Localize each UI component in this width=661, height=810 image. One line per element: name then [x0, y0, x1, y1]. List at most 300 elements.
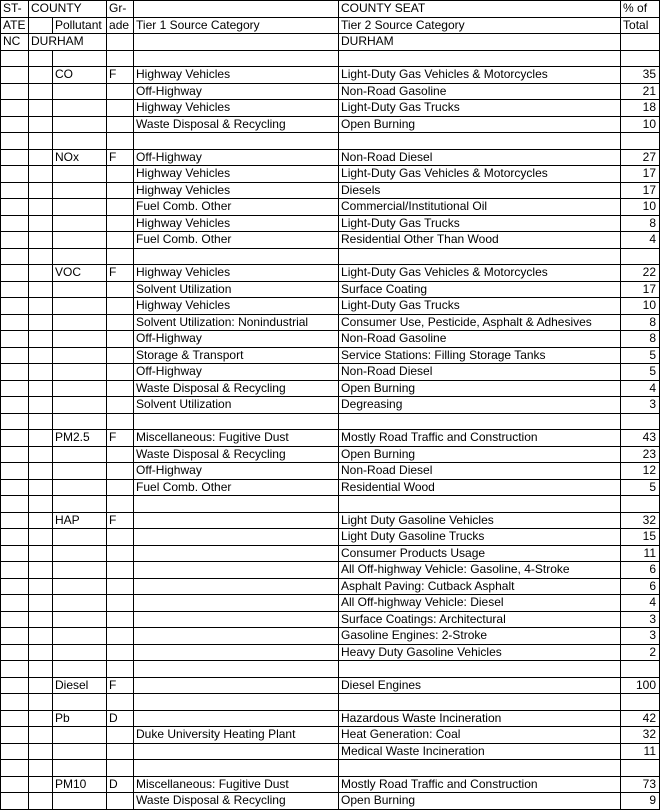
cell-state [1, 512, 29, 529]
cell-tier2: Non-Road Diesel [339, 364, 621, 381]
cell-state [1, 133, 29, 150]
cell-pollutant [53, 611, 107, 628]
cell-tier2: Non-Road Gasoline [339, 83, 621, 100]
cell-grade: F [107, 67, 134, 84]
cell-grade [107, 628, 134, 645]
cell-state [1, 446, 29, 463]
cell-tier1: Waste Disposal & Recycling [134, 116, 339, 133]
cell-grade [107, 694, 134, 711]
header-percent-line2: Total [621, 17, 660, 34]
location-blank-percent [621, 34, 660, 51]
cell-percent: 10 [621, 298, 660, 315]
cell-tier2 [339, 496, 621, 513]
header-empty [134, 1, 339, 18]
cell-pollutant: PM10 [53, 776, 107, 793]
table-row [1, 611, 660, 628]
cell-pollutant [53, 314, 107, 331]
header-tier2: Tier 2 Source Category [339, 17, 621, 34]
cell-county [29, 611, 53, 628]
cell-tier1: Off-Highway [134, 364, 339, 381]
cell-county [29, 397, 53, 414]
cell-state [1, 298, 29, 315]
cell-state [1, 83, 29, 100]
cell-pollutant [53, 628, 107, 645]
cell-pollutant [53, 215, 107, 232]
cell-percent: 18 [621, 100, 660, 117]
cell-tier2: Non-Road Diesel [339, 463, 621, 480]
cell-state [1, 727, 29, 744]
table-row [1, 793, 660, 810]
cell-county [29, 298, 53, 315]
cell-county [29, 67, 53, 84]
table-row [1, 83, 660, 100]
table-row [1, 232, 660, 249]
cell-pollutant: VOC [53, 265, 107, 282]
cell-pollutant [53, 793, 107, 810]
cell-county [29, 232, 53, 249]
cell-grade [107, 199, 134, 216]
cell-state [1, 430, 29, 447]
cell-percent: 15 [621, 529, 660, 546]
cell-tier1: Fuel Comb. Other [134, 479, 339, 496]
cell-state [1, 50, 29, 67]
cell-state [1, 67, 29, 84]
cell-tier2: Diesels [339, 182, 621, 199]
location-row [1, 34, 660, 51]
cell-tier2 [339, 50, 621, 67]
table-row [1, 743, 660, 760]
cell-percent [621, 50, 660, 67]
cell-pollutant [53, 727, 107, 744]
cell-county [29, 100, 53, 117]
table-row [1, 628, 660, 645]
cell-tier1 [134, 562, 339, 579]
header-state-line2: ATE [1, 17, 29, 34]
cell-grade: F [107, 677, 134, 694]
cell-tier1 [134, 496, 339, 513]
cell-percent: 10 [621, 116, 660, 133]
cell-grade [107, 380, 134, 397]
cell-tier1: Highway Vehicles [134, 67, 339, 84]
cell-tier1: Highway Vehicles [134, 166, 339, 183]
cell-tier2 [339, 248, 621, 265]
cell-pollutant [53, 100, 107, 117]
cell-tier2: Light-Duty Gas Trucks [339, 100, 621, 117]
cell-tier1 [134, 413, 339, 430]
cell-percent: 5 [621, 364, 660, 381]
cell-grade [107, 331, 134, 348]
cell-tier2: Light-Duty Gas Vehicles & Motorcycles [339, 166, 621, 183]
cell-county [29, 562, 53, 579]
cell-pollutant [53, 116, 107, 133]
location-state: NC [1, 34, 29, 51]
cell-county [29, 413, 53, 430]
location-blank-tier1 [134, 34, 339, 51]
table-row [1, 314, 660, 331]
cell-pollutant [53, 479, 107, 496]
cell-state [1, 397, 29, 414]
cell-state [1, 776, 29, 793]
cell-tier2: Service Stations: Filling Storage Tanks [339, 347, 621, 364]
cell-percent: 27 [621, 149, 660, 166]
cell-tier2: Gasoline Engines: 2-Stroke [339, 628, 621, 645]
cell-tier2 [339, 694, 621, 711]
cell-tier1: Off-Highway [134, 463, 339, 480]
cell-county [29, 347, 53, 364]
table-row [1, 562, 660, 579]
cell-state [1, 628, 29, 645]
cell-tier2: Light Duty Gasoline Trucks [339, 529, 621, 546]
cell-tier1 [134, 529, 339, 546]
cell-state [1, 611, 29, 628]
cell-tier2 [339, 760, 621, 777]
cell-county [29, 529, 53, 546]
cell-tier2 [339, 661, 621, 678]
cell-tier1: Solvent Utilization [134, 397, 339, 414]
cell-tier2: Commercial/Institutional Oil [339, 199, 621, 216]
cell-tier2: Light-Duty Gas Trucks [339, 215, 621, 232]
table-row [1, 661, 660, 678]
cell-state [1, 677, 29, 694]
header-tier1: Tier 1 Source Category [134, 17, 339, 34]
header-percent-line1: % of [621, 1, 660, 18]
cell-percent: 42 [621, 710, 660, 727]
cell-percent [621, 694, 660, 711]
cell-county [29, 496, 53, 513]
cell-percent: 6 [621, 578, 660, 595]
cell-state [1, 364, 29, 381]
cell-county [29, 661, 53, 678]
cell-pollutant [53, 364, 107, 381]
table-row [1, 430, 660, 447]
cell-pollutant [53, 397, 107, 414]
cell-tier1: Highway Vehicles [134, 215, 339, 232]
cell-percent: 4 [621, 232, 660, 249]
cell-state [1, 199, 29, 216]
table-row [1, 760, 660, 777]
cell-tier1: Fuel Comb. Other [134, 232, 339, 249]
cell-grade [107, 644, 134, 661]
header-county: COUNTY [29, 1, 107, 18]
cell-grade [107, 661, 134, 678]
table-row [1, 463, 660, 480]
cell-tier2 [339, 413, 621, 430]
cell-county [29, 776, 53, 793]
cell-tier2: Consumer Use, Pesticide, Asphalt & Adhesives [339, 314, 621, 331]
cell-grade: F [107, 265, 134, 282]
cell-percent: 4 [621, 595, 660, 612]
cell-tier2: Non-Road Gasoline [339, 331, 621, 348]
table-row [1, 397, 660, 414]
cell-county [29, 50, 53, 67]
cell-grade [107, 281, 134, 298]
cell-tier2: Hazardous Waste Incineration [339, 710, 621, 727]
cell-tier1: Miscellaneous: Fugitive Dust [134, 776, 339, 793]
cell-state [1, 562, 29, 579]
cell-pollutant [53, 50, 107, 67]
header-row-2 [1, 17, 660, 34]
cell-tier1 [134, 628, 339, 645]
cell-tier1: Highway Vehicles [134, 100, 339, 117]
cell-county [29, 430, 53, 447]
cell-grade [107, 463, 134, 480]
cell-percent: 23 [621, 446, 660, 463]
header-county-blank [29, 17, 53, 34]
cell-state [1, 463, 29, 480]
cell-percent: 32 [621, 512, 660, 529]
cell-grade [107, 83, 134, 100]
cell-percent [621, 413, 660, 430]
cell-tier2: Asphalt Paving: Cutback Asphalt [339, 578, 621, 595]
cell-state [1, 710, 29, 727]
cell-tier2: All Off-highway Vehicle: Gasoline, 4-Stroke [339, 562, 621, 579]
cell-percent [621, 661, 660, 678]
cell-tier1: Fuel Comb. Other [134, 199, 339, 216]
cell-state [1, 314, 29, 331]
cell-county [29, 793, 53, 810]
cell-tier2: Non-Road Diesel [339, 149, 621, 166]
cell-county [29, 149, 53, 166]
cell-pollutant [53, 166, 107, 183]
cell-county [29, 380, 53, 397]
cell-state [1, 793, 29, 810]
cell-pollutant [53, 446, 107, 463]
cell-pollutant [53, 760, 107, 777]
cell-pollutant [53, 463, 107, 480]
cell-tier1: Off-Highway [134, 149, 339, 166]
cell-grade [107, 116, 134, 133]
cell-pollutant [53, 331, 107, 348]
cell-tier1 [134, 133, 339, 150]
cell-tier1: Solvent Utilization [134, 281, 339, 298]
cell-percent: 17 [621, 281, 660, 298]
table-row [1, 50, 660, 67]
cell-state [1, 232, 29, 249]
cell-tier2: Heavy Duty Gasoline Vehicles [339, 644, 621, 661]
table-row [1, 776, 660, 793]
cell-state [1, 347, 29, 364]
cell-county [29, 694, 53, 711]
cell-pollutant [53, 281, 107, 298]
cell-county [29, 446, 53, 463]
cell-tier1 [134, 760, 339, 777]
cell-pollutant [53, 743, 107, 760]
cell-pollutant [53, 248, 107, 265]
cell-pollutant [53, 545, 107, 562]
table-row [1, 545, 660, 562]
cell-grade [107, 364, 134, 381]
cell-pollutant: NOx [53, 149, 107, 166]
table-row [1, 694, 660, 711]
header-state-line1: ST- [1, 1, 29, 18]
cell-county [29, 166, 53, 183]
cell-percent: 12 [621, 463, 660, 480]
cell-pollutant [53, 661, 107, 678]
table-row [1, 331, 660, 348]
table-row [1, 298, 660, 315]
cell-tier1: Off-Highway [134, 83, 339, 100]
cell-pollutant [53, 232, 107, 249]
cell-tier2: Open Burning [339, 446, 621, 463]
cell-state [1, 248, 29, 265]
cell-state [1, 578, 29, 595]
cell-percent [621, 133, 660, 150]
cell-state [1, 215, 29, 232]
cell-state [1, 149, 29, 166]
cell-state [1, 413, 29, 430]
cell-pollutant [53, 644, 107, 661]
cell-tier2: Diesel Engines [339, 677, 621, 694]
cell-pollutant: PM2.5 [53, 430, 107, 447]
table-row [1, 529, 660, 546]
cell-grade [107, 182, 134, 199]
cell-county [29, 644, 53, 661]
cell-state [1, 496, 29, 513]
cell-tier1: Miscellaneous: Fugitive Dust [134, 430, 339, 447]
cell-county [29, 265, 53, 282]
cell-grade [107, 727, 134, 744]
cell-percent: 73 [621, 776, 660, 793]
table-row [1, 413, 660, 430]
cell-tier2: Light-Duty Gas Trucks [339, 298, 621, 315]
cell-tier1 [134, 578, 339, 595]
header-county-seat: COUNTY SEAT [339, 1, 621, 18]
cell-grade: F [107, 149, 134, 166]
table-row [1, 644, 660, 661]
cell-percent [621, 496, 660, 513]
cell-percent: 8 [621, 215, 660, 232]
cell-county [29, 578, 53, 595]
table-row [1, 67, 660, 84]
cell-percent: 10 [621, 199, 660, 216]
cell-tier1: Waste Disposal & Recycling [134, 446, 339, 463]
cell-tier2: Residential Other Than Wood [339, 232, 621, 249]
header-pollutant: Pollutant [53, 17, 107, 34]
cell-state [1, 545, 29, 562]
cell-percent: 21 [621, 83, 660, 100]
table-row [1, 578, 660, 595]
cell-tier1: Highway Vehicles [134, 265, 339, 282]
cell-tier1 [134, 595, 339, 612]
cell-grade [107, 248, 134, 265]
cell-pollutant [53, 496, 107, 513]
cell-county [29, 281, 53, 298]
header-grade-line2: ade [107, 17, 134, 34]
table-row [1, 166, 660, 183]
cell-grade [107, 743, 134, 760]
cell-state [1, 661, 29, 678]
cell-percent: 5 [621, 347, 660, 364]
cell-percent: 17 [621, 182, 660, 199]
cell-grade [107, 760, 134, 777]
header-row-1 [1, 1, 660, 18]
cell-county [29, 199, 53, 216]
table-row [1, 199, 660, 216]
table-row [1, 496, 660, 513]
table-row [1, 100, 660, 117]
cell-tier2: Open Burning [339, 793, 621, 810]
cell-grade [107, 562, 134, 579]
cell-pollutant [53, 413, 107, 430]
cell-county [29, 215, 53, 232]
cell-tier2: Open Burning [339, 116, 621, 133]
cell-grade [107, 413, 134, 430]
cell-tier2: Mostly Road Traffic and Construction [339, 430, 621, 447]
cell-percent: 9 [621, 793, 660, 810]
cell-pollutant [53, 529, 107, 546]
table-row [1, 182, 660, 199]
cell-state [1, 182, 29, 199]
cell-grade [107, 100, 134, 117]
cell-grade [107, 578, 134, 595]
cell-county [29, 182, 53, 199]
location-county: DURHAM [29, 34, 107, 51]
cell-tier1 [134, 710, 339, 727]
cell-percent: 11 [621, 743, 660, 760]
location-blank-grade [107, 34, 134, 51]
cell-state [1, 595, 29, 612]
header-grade-line1: Gr- [107, 1, 134, 18]
cell-percent: 35 [621, 67, 660, 84]
cell-percent: 100 [621, 677, 660, 694]
cell-tier1: Highway Vehicles [134, 182, 339, 199]
cell-tier1 [134, 661, 339, 678]
cell-tier1 [134, 50, 339, 67]
table-row [1, 248, 660, 265]
cell-pollutant: Diesel [53, 677, 107, 694]
cell-grade [107, 298, 134, 315]
cell-county [29, 463, 53, 480]
table-row [1, 265, 660, 282]
cell-grade [107, 595, 134, 612]
cell-percent: 4 [621, 380, 660, 397]
cell-percent: 8 [621, 331, 660, 348]
table-row [1, 380, 660, 397]
cell-tier2: Heat Generation: Coal [339, 727, 621, 744]
cell-tier2 [339, 133, 621, 150]
table-row [1, 710, 660, 727]
table-row [1, 727, 660, 744]
cell-state [1, 100, 29, 117]
cell-county [29, 512, 53, 529]
cell-grade [107, 496, 134, 513]
cell-county [29, 628, 53, 645]
cell-state [1, 331, 29, 348]
cell-pollutant: Pb [53, 710, 107, 727]
cell-grade [107, 133, 134, 150]
cell-county [29, 331, 53, 348]
cell-grade [107, 529, 134, 546]
cell-county [29, 743, 53, 760]
cell-percent: 11 [621, 545, 660, 562]
location-county-seat: DURHAM [339, 34, 621, 51]
cell-tier1 [134, 248, 339, 265]
cell-grade [107, 166, 134, 183]
cell-percent: 3 [621, 611, 660, 628]
cell-grade: F [107, 512, 134, 529]
cell-pollutant [53, 578, 107, 595]
cell-tier1 [134, 644, 339, 661]
cell-state [1, 380, 29, 397]
cell-grade [107, 50, 134, 67]
cell-grade [107, 397, 134, 414]
cell-pollutant [53, 595, 107, 612]
cell-grade [107, 347, 134, 364]
cell-county [29, 314, 53, 331]
cell-state [1, 529, 29, 546]
cell-pollutant [53, 380, 107, 397]
table-row [1, 149, 660, 166]
